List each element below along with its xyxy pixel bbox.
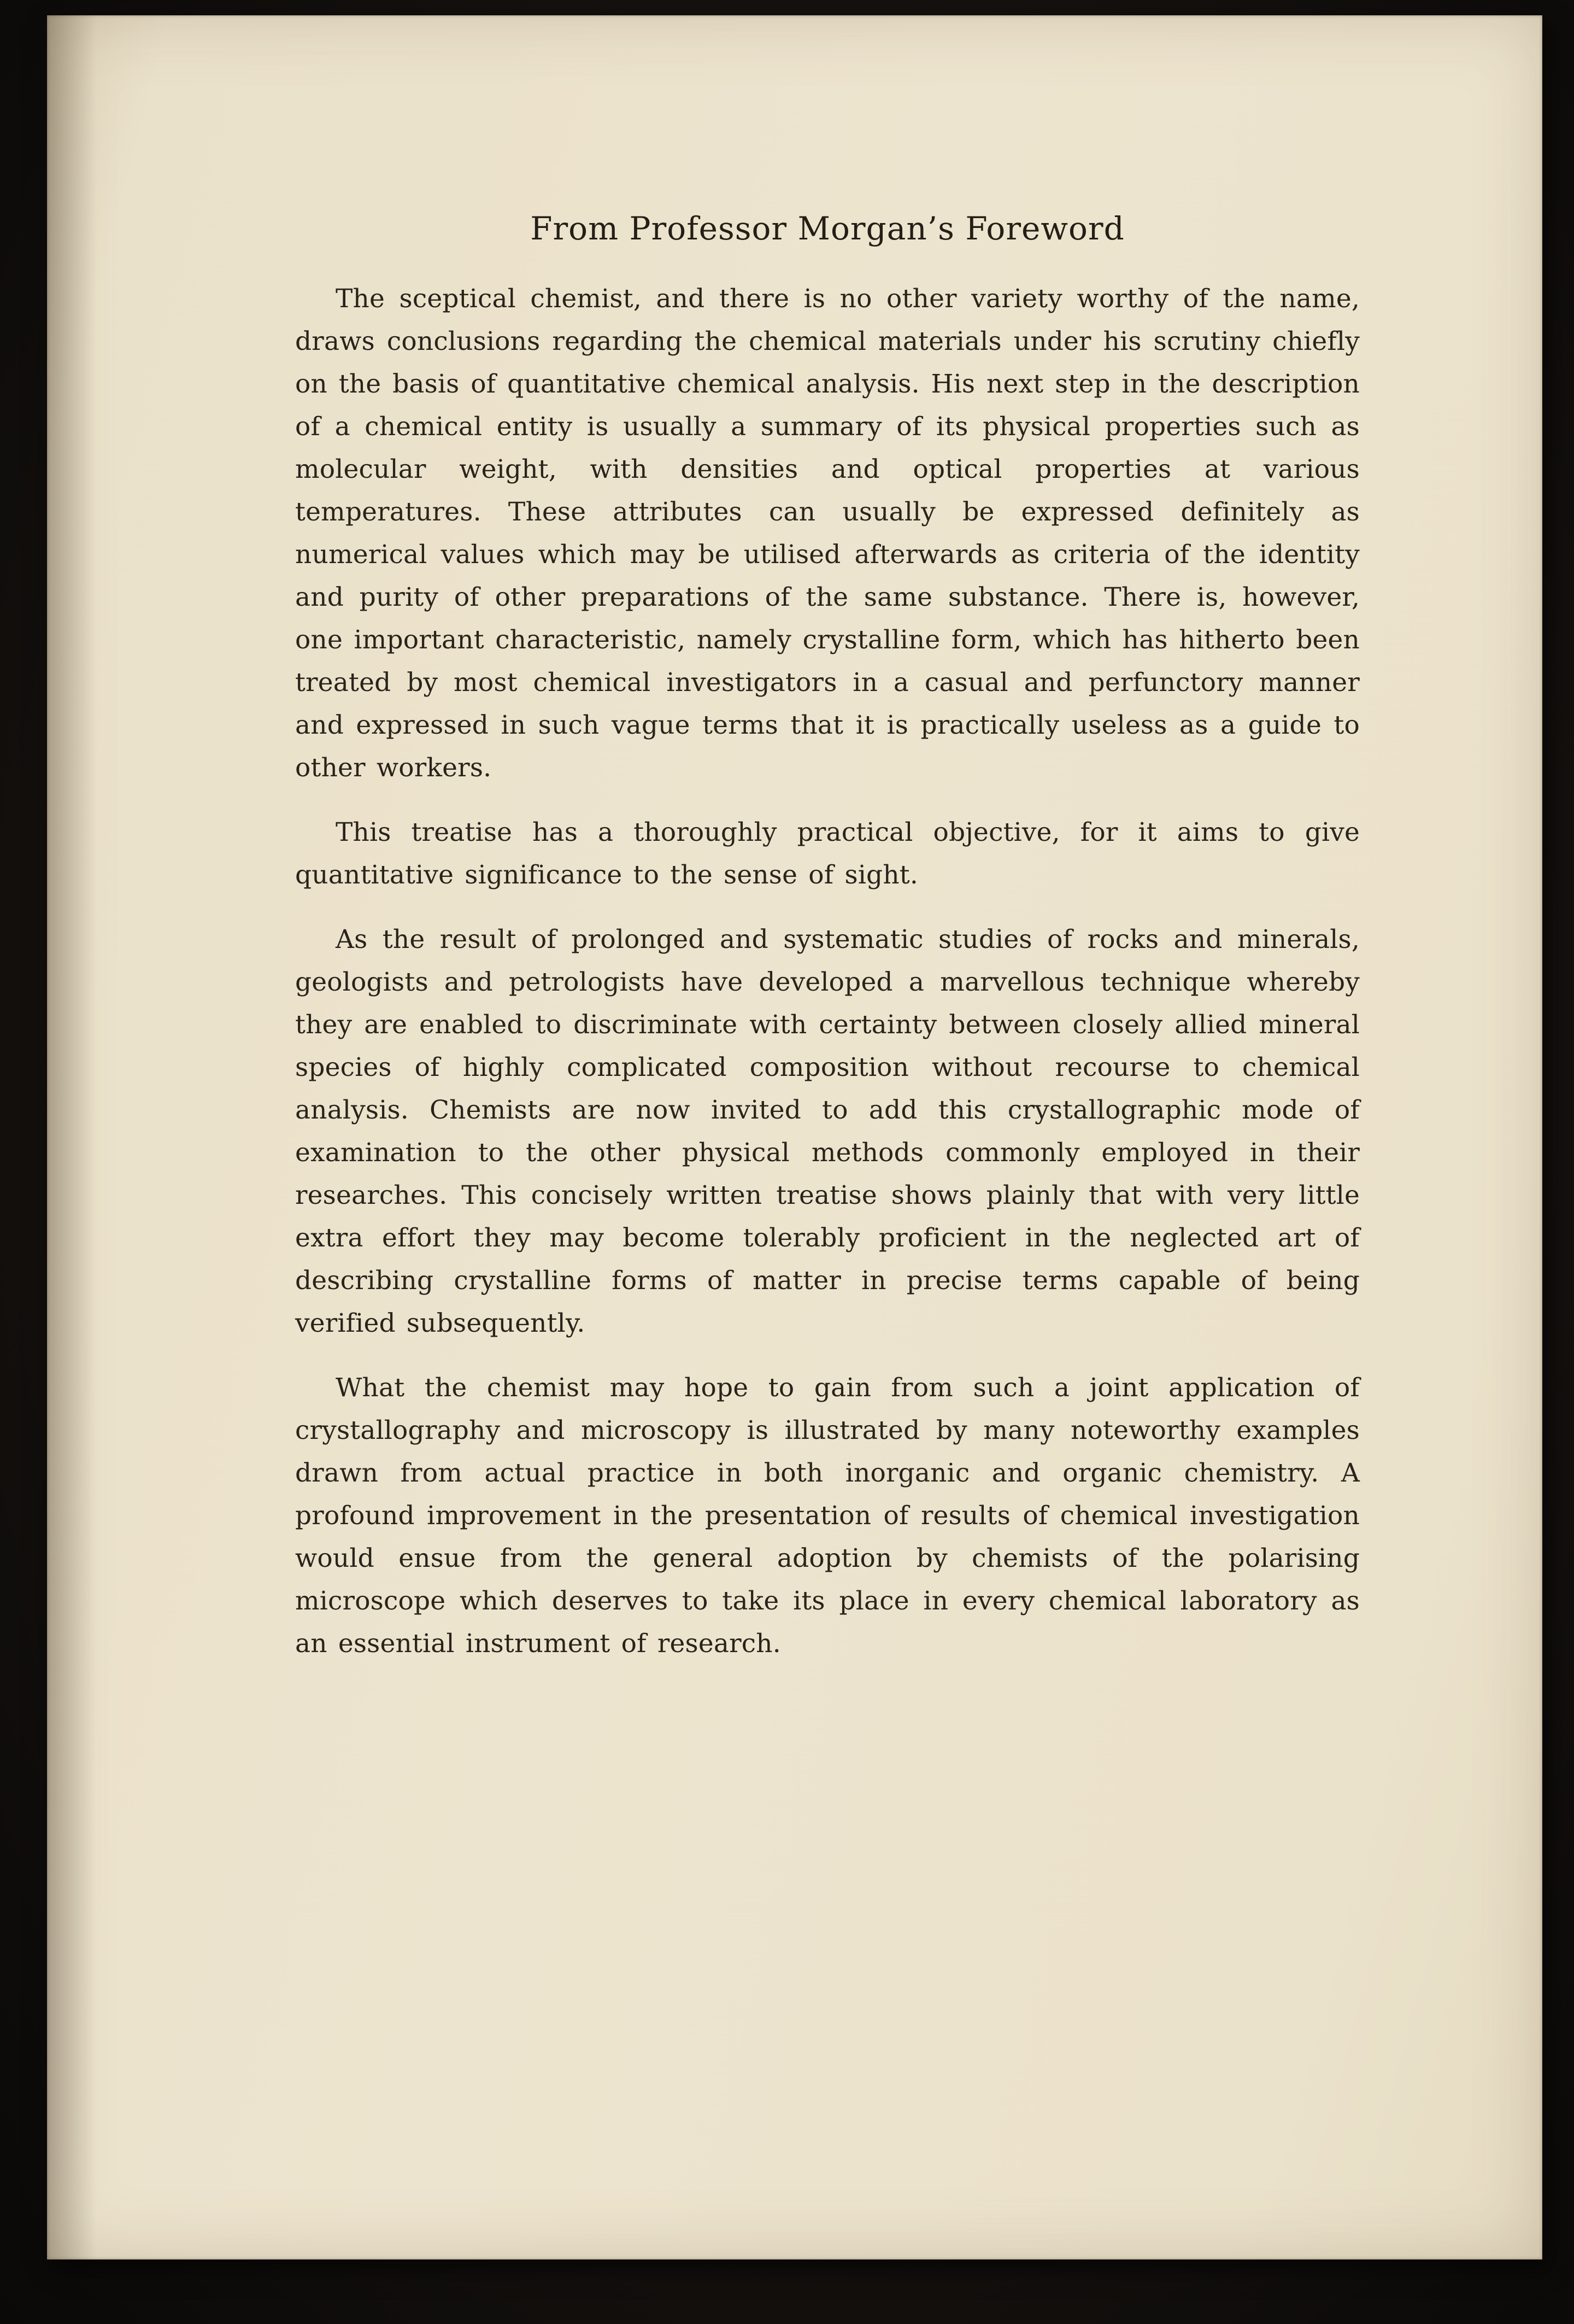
foreword-text-block [295,210,1360,1665]
foreword-paragraph: The sceptical chemist, and there is no other variety worthy of the name, draws conclusions regarding the chemical materials under his scrutiny chiefly on the basis of quantitative chemical analysis. His next step in the description of a chemical entity is usually a summary of its physical properties such as molecular weight, with densities and optical properties at various temperatures. These attributes can usually be expressed definitely as numerical values which may be utilised afterwards as criteria of the identity and purity of other preparations of the same substance. There is, however, one important characteristic, namely crystalline form, which has hitherto been treated by most chemical investigators in a casual and perfunctory manner and expressed in such vague terms that it is practically useless as a guide to other workers. [295,284,1360,783]
foreword-paragraph: As the result of prolonged and systematic studies of rocks and minerals, geologists and petrologists have developed a marvellous technique whereby they are enabled to discriminate with certainty between closely allied mineral species of highly complicated composition without recourse to chemical analysis. Chemists are now invited to add this crystallographic mode of examination to the other physical methods commonly employed in their researches. This concisely written treatise shows plainly that with very little extra effort they may become tolerably proficient in the neglected art of describing crystalline forms of matter in precise terms capable of being verified subsequently. [295,924,1360,1338]
page-gutter-shadow [47,15,96,2259]
book-page [47,15,1542,2259]
page-title: From Professor Morgan’s Foreword [530,210,1125,247]
foreword-paragraph: What the chemist may hope to gain from such a joint application of crystallography and microscopy is illustrated by many noteworthy examples drawn from actual practice in both inorganic and organic chemistry. A profound improvement in the presentation of results of chemical investigation would ensue from the general adoption by chemists of the polarising microscope which deserves to take its place in every chemical laboratory as an essential instrument of research. [295,1373,1360,1659]
foreword-paragraph: This treatise has a thoroughly practical objective, for it aims to give quantitative significance to the sense of sight. [295,817,1360,890]
